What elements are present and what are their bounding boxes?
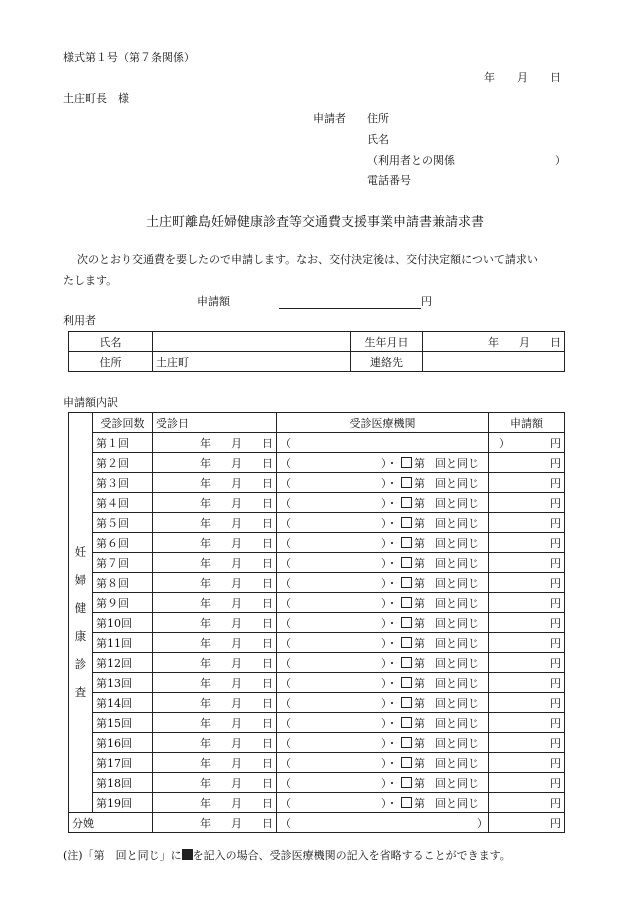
visit-row: [69, 573, 565, 593]
visit-count: 第10回: [93, 613, 153, 633]
visit-row: [69, 773, 565, 793]
visit-facility[interactable]: （ ）・ 第 回と同じ: [277, 533, 489, 553]
visit-row: [69, 433, 565, 453]
checkbox-icon[interactable]: [401, 637, 412, 648]
visit-amount[interactable]: 円: [489, 513, 565, 533]
document-title: 土庄町離島妊婦健康診査等交通費支援事業申請書兼請求書: [145, 215, 484, 230]
checked-box-icon: [182, 849, 193, 860]
visit-facility[interactable]: （ ）・ 第 回と同じ: [277, 713, 489, 733]
visit-date[interactable]: 年 月 日: [153, 673, 277, 693]
visit-row: [69, 653, 565, 673]
visit-amount[interactable]: 円: [489, 573, 565, 593]
visit-amount[interactable]: 円: [489, 613, 565, 633]
visit-count: 第３回: [93, 473, 153, 493]
user-address-label: 住所: [69, 352, 153, 372]
visit-facility[interactable]: （ ）・ 第 回と同じ: [277, 473, 489, 493]
applicant-phone-label: 電話番号: [367, 174, 411, 187]
visit-count: 第２回: [93, 453, 153, 473]
visit-amount[interactable]: 円: [489, 453, 565, 473]
side-label-char: 診: [74, 657, 87, 672]
visit-row: [69, 693, 565, 713]
visit-facility[interactable]: （ ）・ 第 回と同じ: [277, 593, 489, 613]
checkbox-icon[interactable]: [401, 537, 412, 548]
header-count: 受診回数: [93, 413, 153, 433]
visit-date[interactable]: 年 月 日: [153, 633, 277, 653]
side-label-char: 妊: [74, 545, 87, 560]
visit-row: [69, 593, 565, 613]
visit-count: 第19回: [93, 793, 153, 813]
checkbox-icon[interactable]: [401, 557, 412, 568]
applicant-address-label: 住所: [367, 112, 389, 125]
form-number: 様式第１号（第７条関係）: [63, 51, 195, 64]
visit-facility[interactable]: （ ）・ 第 回と同じ: [277, 693, 489, 713]
header-amount: 申請額: [489, 413, 565, 433]
applicant-label: 申請者: [313, 112, 346, 125]
side-label-char: 健: [74, 601, 87, 616]
visit-count: 第14回: [93, 693, 153, 713]
user-name-label: 氏名: [69, 332, 153, 352]
visit-date[interactable]: 年 月 日: [153, 553, 277, 573]
visit-date[interactable]: 年 月 日: [153, 433, 277, 453]
visit-count: 第18回: [93, 773, 153, 793]
visit-date[interactable]: 年 月 日: [153, 573, 277, 593]
visit-row: [69, 513, 565, 533]
user-contact-label: 連絡先: [351, 352, 423, 372]
visit-count: 第５回: [93, 513, 153, 533]
visit-facility[interactable]: （ ）・ 第 回と同じ: [277, 793, 489, 813]
visit-count: 第４回: [93, 493, 153, 513]
visit-count: 第９回: [93, 593, 153, 613]
checkbox-icon[interactable]: [401, 777, 412, 788]
visit-amount[interactable]: 円: [489, 753, 565, 773]
visit-date[interactable]: 年 月 日: [153, 493, 277, 513]
visit-amount[interactable]: 円: [489, 533, 565, 553]
visit-amount[interactable]: 円: [489, 693, 565, 713]
visit-row: [69, 673, 565, 693]
visit-count: 第12回: [93, 653, 153, 673]
visit-facility[interactable]: （ ）: [277, 433, 489, 453]
visit-facility[interactable]: （ ）・ 第 回と同じ: [277, 633, 489, 653]
side-label: [69, 433, 93, 813]
amount-field[interactable]: [279, 293, 432, 309]
visit-facility[interactable]: （ ）・ 第 回と同じ: [277, 453, 489, 473]
checkbox-icon[interactable]: [401, 617, 412, 628]
header-date: 受診日: [153, 413, 277, 433]
applicant-relation-label: （利用者との関係 ）: [367, 154, 566, 167]
visit-facility[interactable]: （ ）・ 第 回と同じ: [277, 673, 489, 693]
visit-amount[interactable]: 円: [489, 733, 565, 753]
visit-date[interactable]: 年 月 日: [153, 453, 277, 473]
visit-count: 第17回: [93, 753, 153, 773]
visit-facility[interactable]: （ ）・ 第 回と同じ: [277, 733, 489, 753]
header-facility: 受診医療機関: [277, 413, 489, 433]
delivery-facility[interactable]: （ ）: [277, 813, 489, 833]
visit-date[interactable]: 年 月 日: [153, 653, 277, 673]
checkbox-icon[interactable]: [401, 797, 412, 808]
visit-count: 第11回: [93, 633, 153, 653]
visit-date[interactable]: 年 月 日: [153, 733, 277, 753]
checkbox-icon[interactable]: [401, 597, 412, 608]
visit-date[interactable]: 年 月 日: [153, 713, 277, 733]
visit-facility[interactable]: （ ）・ 第 回と同じ: [277, 553, 489, 573]
visit-count: 第16回: [93, 733, 153, 753]
delivery-label: 分娩: [69, 813, 153, 833]
visit-date[interactable]: 年 月 日: [153, 533, 277, 553]
visit-facility[interactable]: （ ）・ 第 回と同じ: [277, 753, 489, 773]
visit-count: 第１回: [93, 433, 153, 453]
amount-label: 申請額: [197, 295, 230, 308]
visit-amount[interactable]: 円: [489, 673, 565, 693]
user-birth-label: 生年月日: [351, 332, 423, 352]
user-section-label: 利用者: [63, 314, 96, 327]
visit-row: [69, 533, 565, 553]
visit-count: 第15回: [93, 713, 153, 733]
visit-row: [69, 493, 565, 513]
user-contact-field[interactable]: [423, 352, 565, 372]
visit-facility[interactable]: （ ）・ 第 回と同じ: [277, 613, 489, 633]
visit-row: [69, 713, 565, 733]
checkbox-icon[interactable]: [401, 577, 412, 588]
visit-amount[interactable]: 円: [489, 713, 565, 733]
visit-amount[interactable]: 円: [489, 633, 565, 653]
visit-amount[interactable]: 円: [489, 553, 565, 573]
visit-date[interactable]: 年 月 日: [153, 693, 277, 713]
visit-date[interactable]: 年 月 日: [153, 753, 277, 773]
visit-amount[interactable]: 円: [489, 653, 565, 673]
visit-amount[interactable]: 円: [489, 793, 565, 813]
visit-amount[interactable]: 円: [489, 473, 565, 493]
visit-row: [69, 753, 565, 773]
intro-line-1: 次のとおり交通費を要したので申請します。なお、交付決定後は、交付決定額について請求い: [77, 253, 538, 266]
checkbox-icon[interactable]: [401, 477, 412, 488]
checkbox-icon[interactable]: [401, 457, 412, 468]
visit-count: 第13回: [93, 673, 153, 693]
visit-count: 第６回: [93, 533, 153, 553]
delivery-date[interactable]: 年 月 日: [153, 813, 277, 833]
visit-row: [69, 453, 565, 473]
side-label-char: 婦: [74, 573, 87, 588]
visit-facility[interactable]: （ ）・ 第 回と同じ: [277, 573, 489, 593]
addressee: 土庄町長 様: [63, 92, 129, 105]
checkbox-icon[interactable]: [401, 757, 412, 768]
footnote: (注)「第 回と同じ」に を記入の場合、受診医療機関の記入を省略することができます。: [63, 849, 511, 862]
breakdown-title: 申請額内訳: [63, 396, 118, 409]
checkbox-icon[interactable]: [401, 677, 412, 688]
visit-date[interactable]: 年 月 日: [153, 613, 277, 633]
visit-row: [69, 793, 565, 813]
visit-amount[interactable]: 円: [489, 593, 565, 613]
visit-count: 第８回: [93, 573, 153, 593]
visit-amount[interactable]: 円: [489, 773, 565, 793]
breakdown-corner: [69, 413, 93, 433]
visit-facility[interactable]: （ ）・ 第 回と同じ: [277, 493, 489, 513]
applicant-name-label: 氏名: [367, 133, 389, 146]
visit-facility[interactable]: （ ）・ 第 回と同じ: [277, 513, 489, 533]
visit-facility[interactable]: （ ）・ 第 回と同じ: [277, 773, 489, 793]
amount-yen: 円: [421, 295, 432, 308]
intro-line-2: たします。: [63, 274, 118, 287]
visit-date[interactable]: 年 月 日: [153, 793, 277, 813]
visit-amount[interactable]: 円: [489, 433, 565, 453]
user-name-field[interactable]: [153, 332, 351, 352]
visit-amount[interactable]: 円: [489, 493, 565, 513]
user-address-field[interactable]: 土庄町: [153, 352, 351, 372]
checkbox-icon[interactable]: [401, 497, 412, 508]
visit-count: 第７回: [93, 553, 153, 573]
breakdown-table: [68, 412, 565, 833]
checkbox-icon[interactable]: [401, 697, 412, 708]
side-label-char: 康: [74, 629, 87, 644]
user-table: [68, 331, 565, 372]
visit-date[interactable]: 年 月 日: [153, 473, 277, 493]
checkbox-icon[interactable]: [401, 717, 412, 728]
visit-date[interactable]: 年 月 日: [153, 593, 277, 613]
delivery-amount[interactable]: 円: [489, 813, 565, 833]
visit-row: [69, 473, 565, 493]
checkbox-icon[interactable]: [401, 657, 412, 668]
visit-row: [69, 613, 565, 633]
visit-date[interactable]: 年 月 日: [153, 513, 277, 533]
header-date: 年 月 日: [484, 71, 561, 84]
checkbox-icon[interactable]: [401, 737, 412, 748]
visit-date[interactable]: 年 月 日: [153, 773, 277, 793]
visit-facility[interactable]: （ ）・ 第 回と同じ: [277, 653, 489, 673]
visit-row: [69, 553, 565, 573]
side-label-char: 査: [74, 685, 87, 700]
user-birth-field[interactable]: 年 月 日: [423, 332, 565, 352]
visit-row: [69, 633, 565, 653]
checkbox-icon[interactable]: [401, 517, 412, 528]
visit-row: [69, 733, 565, 753]
